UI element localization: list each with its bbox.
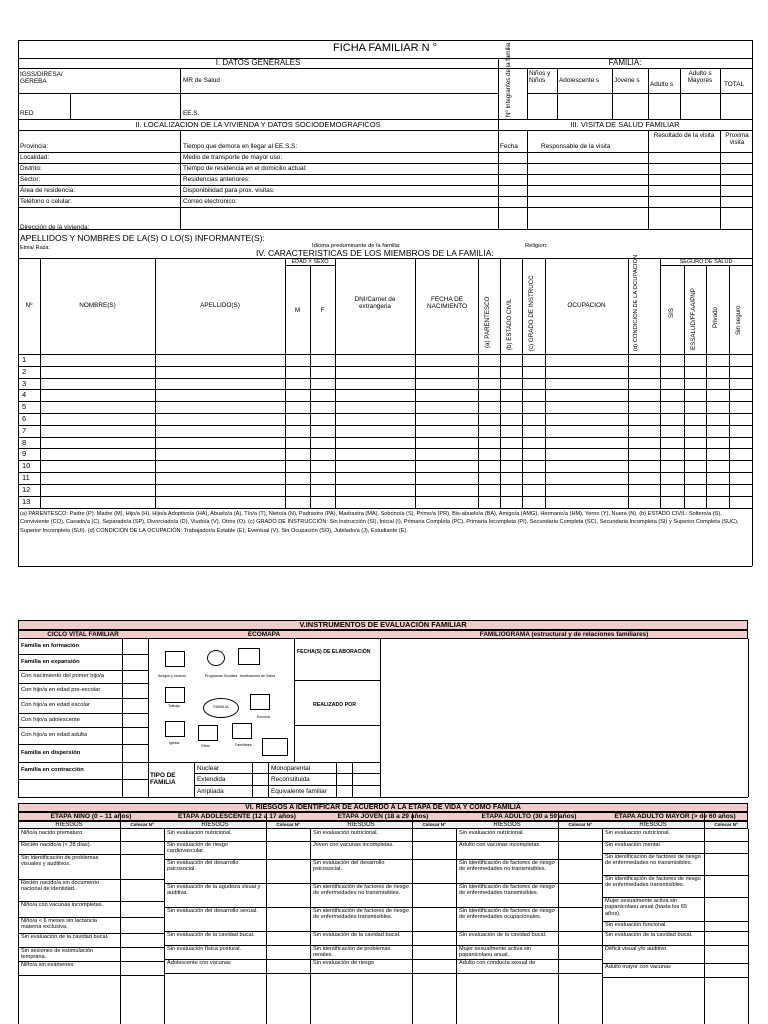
jovenes-label: Jóvene s xyxy=(614,77,640,84)
riesgo-row-line xyxy=(310,973,456,974)
adolescentes-label: Adolescente s xyxy=(559,77,600,84)
table-row xyxy=(18,460,752,461)
tipo-familia-label: TIPO DE FAMILIA xyxy=(150,772,176,787)
riesgo-item: Mujer sexualmente activa sin papanicolaou anual (hasta los 65 años). xyxy=(605,898,688,917)
etapa-heading-2: ETAPA JOVEN (18 a 29 años) xyxy=(337,813,429,820)
riesgos-col-0: RIESGOS xyxy=(55,822,83,828)
row-number-12: 12 xyxy=(22,485,31,494)
col-dni: DNI/Carnet de extrangeria xyxy=(354,296,396,311)
table-row xyxy=(18,354,752,355)
riesgo-item: Sin evaluación de la cavidad bucal. xyxy=(605,932,693,938)
table-row xyxy=(18,425,752,426)
eco-familia-label: FAMILIA xyxy=(213,704,229,709)
loc-label-5: Teléfono o celular: xyxy=(20,198,72,205)
row-number-4: 4 xyxy=(22,390,27,399)
col-sin-seguro: Sin seguro xyxy=(735,305,742,335)
ciclo-item-3: Con hijo/a en edad pre-escolar xyxy=(21,687,101,694)
riesgo-item: Sin evaluación de la agudeza visual y auditiva. xyxy=(167,884,261,897)
table-row xyxy=(18,437,752,438)
col-privado: Privado xyxy=(712,307,719,328)
riesgo-item: Sin evaluación del desarrollo psicosocial. xyxy=(313,860,385,873)
tipo-extendida: Extendida xyxy=(197,776,226,783)
etapa-heading-4: ETAPA ADULTO MAYOR (> de 60 años) xyxy=(614,813,736,820)
riesgos-col-2: RIESGOS xyxy=(347,822,375,828)
riesgo-item: Mujer sexualmente activa sin papanicolaou anual. xyxy=(459,946,532,959)
table-row xyxy=(18,378,752,379)
eco-amigos-label: Amigos y vecinos xyxy=(158,674,186,678)
col-edad-sexo: EDAD Y SEXO xyxy=(291,259,329,265)
loc-row-line xyxy=(18,207,752,208)
etapa-heading-0: ETAPA NIÑO (0 – 11 años) xyxy=(50,813,132,820)
ciclo-item-6: Con hijo/a en edad adulta xyxy=(21,732,88,739)
col-instruccion: (c) GRADO DE INSTRUCC xyxy=(528,275,535,351)
riesgo-item: Niño/a con vacunas incompletas. xyxy=(21,902,104,908)
red-label: RED xyxy=(20,110,34,117)
form-title: FICHA FAMILIAR N ° xyxy=(332,42,438,54)
riesgo-col-line xyxy=(120,812,121,1024)
tipo-equivalente: Equivalente familiar xyxy=(271,788,327,795)
row-number-13: 13 xyxy=(22,497,31,506)
col-f: F xyxy=(320,307,325,314)
riesgo-item: Sin evaluación de riesgo cardiovascular. xyxy=(167,842,228,855)
table-row xyxy=(18,366,752,367)
loc-mid-label-5: Correo electronico: xyxy=(183,198,237,205)
row-number-8: 8 xyxy=(22,438,27,447)
religion-label: Religion: xyxy=(525,243,548,249)
riesgo-item: Sin identificación de problemas renales. xyxy=(313,946,391,959)
table-row xyxy=(18,389,752,390)
riesgo-item: Adulto mayor con vacunas xyxy=(605,964,671,970)
loc-label-1: Localidad: xyxy=(20,154,50,161)
idioma-label: Idioma predominante de la familia: xyxy=(312,243,401,249)
riesgo-item: Sin evaluación nutricional. xyxy=(313,830,378,836)
colocar-col-1: Colocar Nº xyxy=(276,822,300,827)
riesgo-item: Sin evaluación de la cavidad bucal. xyxy=(21,934,109,940)
ciclo-item-7: Familia en dispersión xyxy=(21,749,81,756)
ninos-label: Niños y Niños xyxy=(529,70,551,85)
riesgo-item: Sin identificación de factores de riesgo de enfermedades ocupacionales. xyxy=(459,908,555,921)
eco-trabajo-box xyxy=(165,687,185,703)
loc-label-4: Área de residencia: xyxy=(20,187,76,194)
adultos-mayores-label: Adulto s Mayores xyxy=(687,70,713,85)
riesgo-item: Sin evaluación de la cavidad bucal. xyxy=(459,932,547,938)
riesgo-item: Niño/a nacido prematuro. xyxy=(21,830,84,836)
table-row xyxy=(18,448,752,449)
row-number-2: 2 xyxy=(22,367,27,376)
table-row xyxy=(18,401,752,402)
ciclo-item-0: Familia en formación xyxy=(21,643,79,650)
eco-escuela-label: Escuela xyxy=(257,715,270,719)
loc-mid-label-1: Medio de transporte de mayor uso: xyxy=(183,154,283,161)
diresa-label: IGSS/DIRESA/ GEREBA xyxy=(20,71,63,86)
loc-row-line xyxy=(18,185,752,186)
ciclo-heading: CICLO VITAL FAMILIAR xyxy=(47,631,119,638)
etapa-heading-3: ETAPA ADULTO (30 a 59 años) xyxy=(481,813,577,820)
riesgo-item: Sin identificación de factores de riesgo de enfermedades no transmisibles. xyxy=(459,860,555,873)
riesgo-row-line xyxy=(18,975,164,976)
riesgo-item: Sin identificación de factores de riesgo de enfermedades transmisibles. xyxy=(605,876,701,889)
riesgo-item: Niño/a sin exámenes: xyxy=(21,962,75,968)
colocar-col-3: Colocar Nº xyxy=(568,822,592,827)
riesgo-item: Déficit visual y/o auditivo. xyxy=(605,946,668,952)
riesgo-item: Adulto con vacunas incompletas. xyxy=(459,842,541,848)
eco-otros-label: Otros xyxy=(201,744,210,748)
eco-instituciones-box xyxy=(238,648,260,665)
ciclo-row-line xyxy=(18,779,148,780)
riesgo-item: Sin evaluación de la cavidad bucal. xyxy=(313,932,401,938)
integrantes-label: Nº Integrantes de la familia xyxy=(505,42,512,117)
riesgo-item: Recién nacido/a (< 28 días). xyxy=(21,842,92,848)
riesgo-item: Sin evaluación nutricional. xyxy=(605,830,670,836)
riesgo-col-line xyxy=(266,812,267,1024)
riesgo-row-line xyxy=(456,973,602,974)
table-row xyxy=(18,496,752,497)
eco-amigos-box xyxy=(165,651,185,667)
colocar-col-0: Colocar Nº xyxy=(130,822,154,827)
table-row xyxy=(18,484,752,485)
eco-familiares-box xyxy=(232,723,252,739)
col-m: M xyxy=(294,307,301,314)
riesgo-item: Sin identificación de factores de riesgo de enfermedades no transmisibles. xyxy=(313,884,409,897)
eco-extra-box xyxy=(262,738,288,756)
riesgo-item: Adolescente con vacunas xyxy=(167,960,231,966)
caracteristicas-heading: IV. CARACTERISTICAS DE LOS MIEMBROS DE LA FAMILIA: xyxy=(256,248,494,258)
total-label: TOTAL xyxy=(724,81,745,88)
col-seguro: SEGURO DE SALUD xyxy=(679,259,733,265)
riesgo-item: Sin evaluación funcional. xyxy=(605,922,667,928)
riesgo-item: Sin evaluación nutricional. xyxy=(167,830,232,836)
visita-heading: III. VISITA DE SALUD FAMILIAR xyxy=(570,120,680,129)
informantes-label: APELLIDOS Y NOMBRES DE LA(S) O LO(S) INFORMANTE(S): xyxy=(20,233,265,243)
loc-row-line xyxy=(18,152,752,153)
ees-label: EE.S. xyxy=(183,110,200,117)
riesgos-col-1: RIESGOS xyxy=(201,822,229,828)
tipo-monoparental: Monoparental xyxy=(271,765,311,772)
eco-otros-box xyxy=(198,725,218,741)
riesgos-heading: VI. RIESGOS A IDENTIFICAR DE ACUERDO A LA ETAPA DE VIDA Y COMO FAMILIA xyxy=(245,804,521,811)
fecha-elaboracion-label: FECHA(S) DE ELABORACIÓN xyxy=(297,649,371,655)
table-row xyxy=(18,413,752,414)
riesgo-item: Sin evaluación mental. xyxy=(605,842,662,848)
ciclo-item-2: Con nacimiento del primer hijo/a xyxy=(21,673,105,680)
col-fecha: FECHA DE NACIMIENTO xyxy=(426,296,467,311)
riesgo-item: Sin identificación de factores de riesgo de enfermedades no transmisibles. xyxy=(605,854,701,867)
loc-mid-label-3: Residencias anteriores: xyxy=(183,176,250,183)
etnia-label: Etnia/ Raza: xyxy=(20,245,50,251)
visita-resultado-label: Resultado de la visita xyxy=(653,132,715,139)
col-essalud: ESSALUD/FF.AA/PNP xyxy=(690,288,697,350)
eco-familiares-label: Familiares xyxy=(235,743,252,747)
localizacion-heading: II. LOCALIZACION DE LA VIVIENDA Y DATOS SOCIODEMOGRAFICOS xyxy=(135,120,381,129)
ciclo-item-5: Con hijo/a adolescente xyxy=(21,716,80,723)
riesgo-row-line xyxy=(602,977,748,978)
row-number-11: 11 xyxy=(22,473,30,482)
visita-responsable-label: Responsable de la visita xyxy=(541,143,611,150)
riesgo-col-line xyxy=(704,812,705,1024)
loc-label-2: Distrito: xyxy=(20,165,42,172)
riesgo-item: Sin evaluación nutricional. xyxy=(459,830,524,836)
col-estado-civil: (b) ESTADO CIVIL xyxy=(506,298,513,350)
colocar-col-2: Colocar Nº xyxy=(422,822,446,827)
riesgo-item: Sin identificación de problemas visuales y auditivos. xyxy=(21,855,99,868)
riesgo-item: Sin evaluación del desarrollo sexual. xyxy=(167,908,258,914)
ciclo-item-4: Con hijo/a en edad escolar xyxy=(21,702,90,709)
familiograma-heading: FAMILIOGRAMA (estructural y de relaciones familiares) xyxy=(479,631,649,638)
col-nombres: NOMBRE(S) xyxy=(79,302,116,309)
riesgos-col-3: RIESGOS xyxy=(493,822,521,828)
tipo-nuclear: Nuclear xyxy=(197,765,220,772)
riesgo-item: Sin evaluación física postural. xyxy=(167,946,242,952)
familia-heading: FAMILIA: xyxy=(608,58,642,67)
table-row xyxy=(18,472,752,473)
direccion-label: Dirección de la vivienda: xyxy=(20,224,90,231)
riesgos-col-4: RIESGOS xyxy=(639,822,667,828)
loc-label-0: Provincia: xyxy=(20,143,49,150)
riesgo-item: Sin evaluación de riesgo xyxy=(313,960,374,966)
datos-generales-heading: I. DATOS GENERALES xyxy=(215,58,301,67)
riesgo-item: Niño/a < 6 meses sin lactancia materna exclusiva. xyxy=(21,918,98,931)
col-ocupacion: OCUPACION xyxy=(567,302,606,309)
riesgo-row-line xyxy=(164,973,310,974)
row-number-9: 9 xyxy=(22,449,27,458)
riesgo-item: Joven con vacunas incompletas. xyxy=(313,842,394,848)
col-apellidos: APELLIDO(S) xyxy=(200,302,240,309)
mr-salud-label: MR de Salud xyxy=(183,77,220,84)
etapa-heading-1: ETAPA ADOLESCENTE (12 a 17 años) xyxy=(178,813,296,820)
loc-mid-label-4: Disponibilidad para prox. visitas: xyxy=(183,187,275,194)
eco-instituciones-label: Instituciones de Salud xyxy=(240,674,276,678)
row-number-10: 10 xyxy=(22,461,31,470)
loc-mid-label-2: Tiempo de residencia en el domicilio actual: xyxy=(183,165,307,172)
loc-label-3: Sector: xyxy=(20,176,41,183)
eco-trabajo-label: Trabajo xyxy=(168,704,181,708)
riesgo-item: Recién nacido/a sin documento nacional de identidad. xyxy=(21,880,100,893)
riesgo-item: Sin sesiones de estimulación temprana. xyxy=(21,948,94,961)
eco-programas-label: Programas Sociales xyxy=(205,674,238,678)
riesgo-item: Sin identificación de factores de riesgo de enfermedades transmisibles. xyxy=(313,908,409,921)
visita-proxima-label: Proxima visita xyxy=(725,132,749,147)
loc-row-line xyxy=(18,163,752,164)
loc-row-line xyxy=(18,174,752,175)
adultos-label: Adulto s xyxy=(650,81,674,88)
visita-fecha-label: Fecha xyxy=(500,143,518,150)
riesgo-item: Adulto con conducta sexual de xyxy=(459,960,536,966)
col-n: Nº xyxy=(25,302,33,309)
ecomapa-heading: ECOMAPA xyxy=(247,631,281,638)
riesgo-col-line xyxy=(558,812,559,1024)
tipo-reconstituida: Reconstituida xyxy=(271,776,310,783)
eco-programas-circle xyxy=(207,650,225,666)
row-number-5: 5 xyxy=(22,402,27,411)
eco-iglesia-box xyxy=(165,721,185,737)
loc-mid-label-0: Tiempo que demora en llegar al EE.S.S: xyxy=(183,143,298,150)
col-parentesco: (a) PARENTESCO xyxy=(484,296,491,348)
row-number-3: 3 xyxy=(22,379,27,388)
riesgo-item: Sin identificación de factores de riesgo de enfermedades transmisibles. xyxy=(459,884,555,897)
tipo-ampliada: Ampliada xyxy=(197,788,224,795)
eco-iglesia-label: Iglesia xyxy=(169,741,180,745)
ciclo-item-1: Familia en expansión xyxy=(21,658,80,665)
riesgo-col-line xyxy=(412,812,413,1024)
eco-escuela-box xyxy=(250,694,270,710)
riesgo-item: Sin evaluación de la cavidad bucal. xyxy=(167,932,255,938)
loc-row-line xyxy=(18,196,752,197)
ciclo-item-8: Familia en contracción xyxy=(21,767,84,774)
col-sis: SIS xyxy=(668,308,675,318)
legend-note: (a) PARENTESCO: Padre (P), Madre (M), Hijo/a (H), Hijo/a Adoptivo/a (HA), Abuelo/a (A), Tío/a (T), Nieto/a (N), Padrastro (PA), Madrastra (MA), Sobrino/a (S), Primo/a (PR), Bis-abuelo/a (BA), Amigo/a (AMG), Hermano/a (HM), Yerno (Y), Nuera (N). (b) ESTADO CIVIL: Soltero/a (S), Conviviente (CO), Casado/a (C), Separado/a (SP), Divorciado/a (D), Viudo/a (V), Otros (O). (c) GRADO DE INSTRUCCIÓN: Sin instrucción (SI), Inicial (I), Primaria Completa (PC), Primaria Incompleta (PI), Secundaria Completa (SC), Secundaria Incompleta (SI) y Superior Completa (SUC), Superior Incompleto (SUI). (d) CONDICIÓN DE LA OCUPACIÓN: Trabajador/a Estable (E), Eventual (V), Sin Ocupación (SO), Jubilado/a (J), Estudiante (E). xyxy=(20,511,739,534)
row-number-7: 7 xyxy=(22,426,27,435)
col-condicion: (d) CONDICION DE LA OCUPACION xyxy=(633,254,639,351)
row-number-6: 6 xyxy=(22,414,27,423)
realizado-label: REALIZADO POR xyxy=(313,702,356,708)
instrumentos-heading: V.INSTRUMENTOS DE EVALUACIÓN FAMILIAR xyxy=(299,620,467,629)
riesgo-item: Sin evaluación del desarrollo psicosocial. xyxy=(167,860,239,873)
row-number-1: 1 xyxy=(22,355,27,364)
colocar-col-4: Colocar Nº xyxy=(714,822,738,827)
